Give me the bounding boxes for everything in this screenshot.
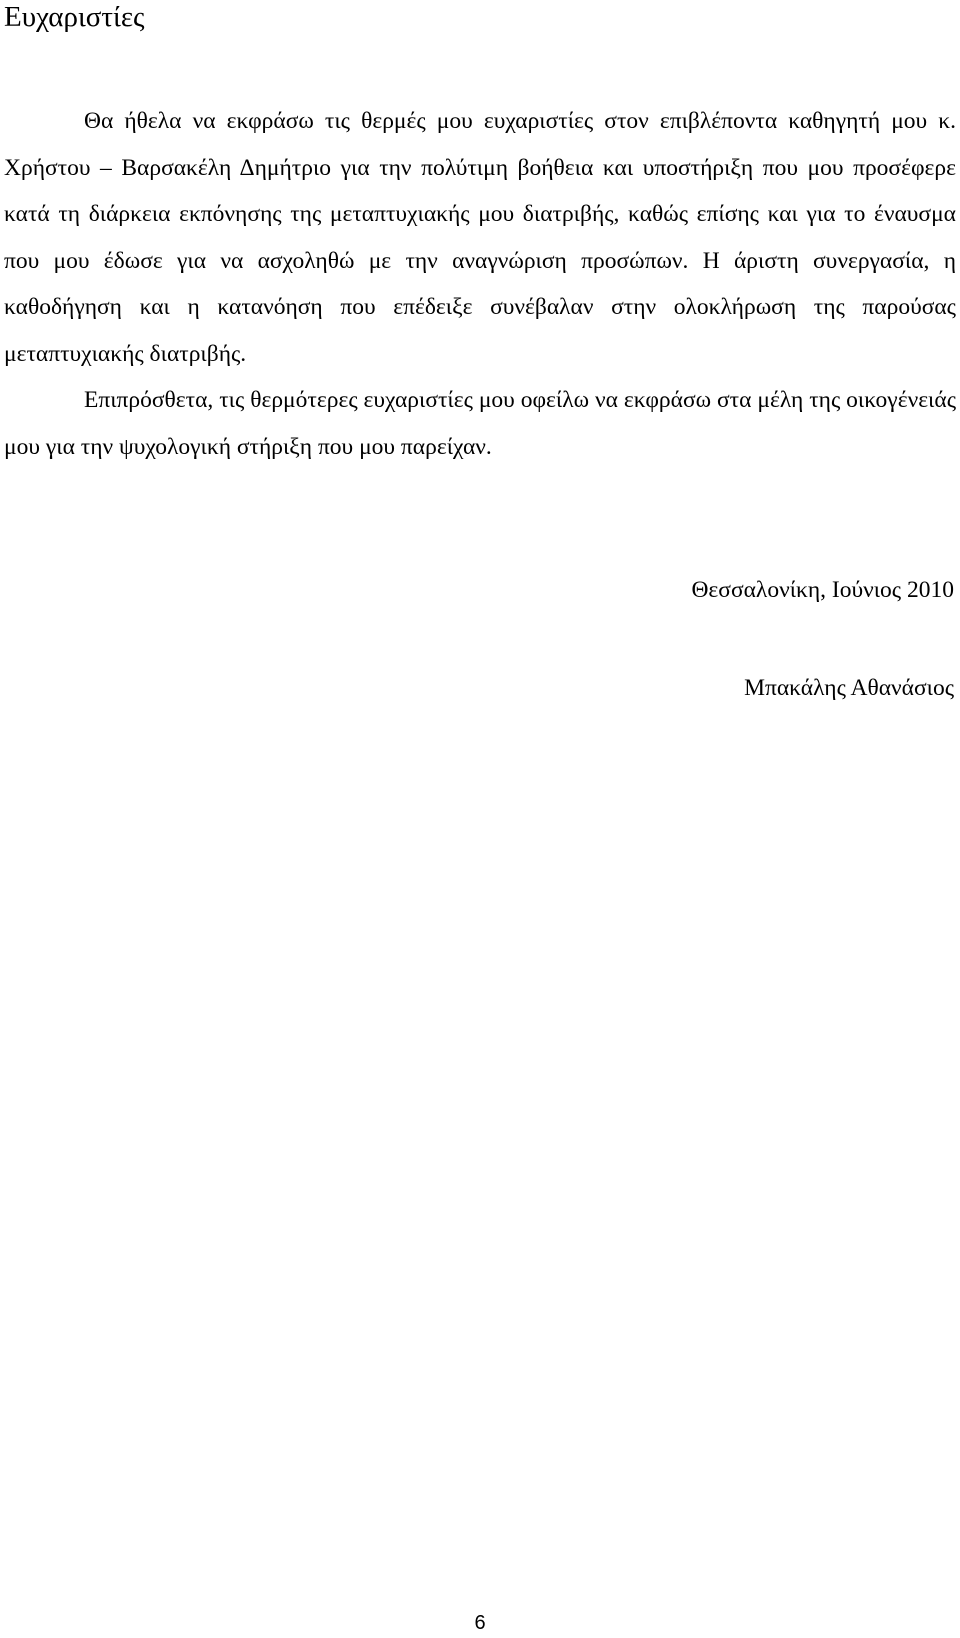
paragraph-thanks-supervisor: Θα ήθελα να εκφράσω τις θερμές μου ευχαριστίες στον επιβλέποντα καθηγητή μου κ. Χρήστου – Βαρσακέλη Δημήτριο για την πολύτιμη βοήθεια και υποστήριξη που μου προσέφερε κατά τη διάρκεια εκπόνησης της μεταπτυχιακής μου διατριβής, καθώς επίσης και για το έναυσμα που μου έδωσε για να ασχοληθώ με την αναγνώριση προσώπων. Η άριστη συνεργασία, η καθοδήγηση και η κατανόηση που επέδειξε συνέβαλαν στην ολοκλήρωση της παρούσας μεταπτυχιακής διατριβής. (4, 108, 956, 367)
acknowledgements-body (4, 98, 956, 470)
place-date: Θεσσαλονίκη, Ιούνιος 2010 (691, 577, 954, 603)
page-title: Ευχαριστίες (4, 1, 145, 33)
author-name: Μπακάλης Αθανάσιος (744, 675, 954, 701)
paragraph-thanks-family: Επιπρόσθετα, τις θερμότερες ευχαριστίες μου οφείλω να εκφράσω στα μέλη της οικογένειάς μου για την ψυχολογική στήριξη που μου παρείχαν. (4, 387, 956, 460)
page-number: 6 (474, 1612, 486, 1634)
